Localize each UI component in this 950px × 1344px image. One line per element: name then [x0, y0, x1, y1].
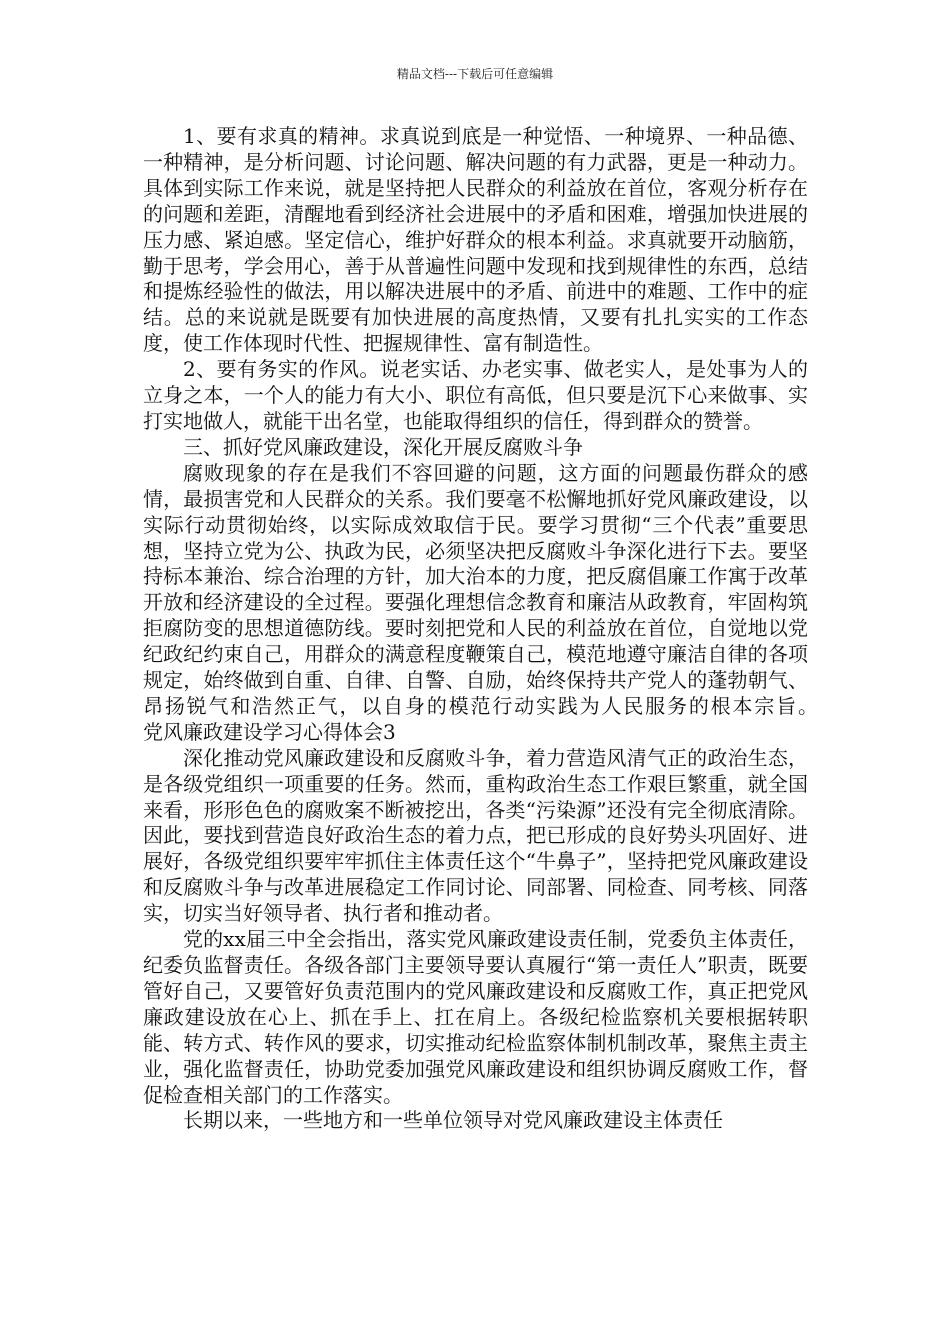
paragraph-long-term: 长期以来，一些地方和一些单位领导对党风廉政建设主体责任 — [183, 1108, 723, 1133]
paragraph-political-ecology: 深化推动党风廉政建设和反腐败斗争，着力营造风清气正的政治生态，是各级党组织一项重要的任务。然而，重构政治生态工作艰巨繁重，就全国来看，形形色色的腐败案不断被挖出，各类“污染源”还没有完全彻底清除。因此，要找到营造良好政治生态的着力点，把已形成的良好势头巩固好、进展好，各级党组织要牢牢抓住主体责任这个“牛鼻子”，坚持把党风廉政建设和反腐败斗争与改革进展稳定工作同讨论、同部署、同检查、同考核、同落实，切实当好领导者、执行者和推动者。 — [143, 745, 808, 926]
paragraph-corruption-phenomenon: 腐败现象的存在是我们不容回避的问题，这方面的问题最伤群众的感情，最损害党和人民群众的关系。我们要毫不松懈地抓好党风廉政建设，以实际行动贯彻始终，以实际成效取信于民。要学习贯彻“三个代表”重要思想，坚持立党为公、执政为民，必须坚决把反腐败斗争深化进行下去。要坚持标本兼治、综合治理的方针，加大治本的力度，把反腐倡廉工作寓于改革开放和经济建设的全过程。要强化理想信念教育和廉洁从政教育，牢固构筑拒腐防变的思想道德防线。要时刻把党和人民的利益放在首位，自觉地以党纪政纪约束自己，用群众的满意程度鞭策自己，模范地遵守廉洁自律的各项规定，始终做到自重、自律、自警、自励，始终保持共产党人的蓬勃朝气、昂扬锐气和浩然正气，以自身的模范行动实践为人民服务的根本宗旨。 党风廉政建设学习心得体会3 — [143, 460, 848, 744]
paragraph-seek-truth: 1、要有求真的精神。求真说到底是一种觉悟、一种境界、一种品德、一种精神，是分析问题、讨论问题、解决问题的有力武器，更是一种动力。具体到实际工作来说，就是坚持把人民群众的利益放在首位，客观分析存在的问题和差距，清醒地看到经济社会进展中的矛盾和困难，增强加快进展的压力感、紧迫感。坚定信心，维护好群众的根本利益。求真就要开动脑筋，勤于思考，学会用心，善于从普遍性问题中发现和找到规律性的东西，总结和提炼经验性的做法，用以解决进展中的矛盾、前进中的难题、工作中的症结。总的来说就是既要有加快进展的高度热情，又要有扎扎实实的工作态度，使工作体现时代性、把握规律性、富有制造性。 — [143, 124, 808, 356]
paragraph-third-plenum: 党的xx届三中全会指出，落实党风廉政建设责任制，党委负主体责任，纪委负监督责任。各级各部门主要领导要认真履行“第一责任人”职责，既要管好自己，又要管好负责范围内的党风廉政建设和反腐败工作，真正把党风廉政建设放在心上、抓在手上、扛在肩上。各级纪检监察机关要根据转职能、转方式、转作风的要求，切实推动纪检监察体制机制改革，聚焦主责主业，强化监督责任，协助党委加强党风廉政建设和组织协调反腐败工作，督促检查相关部门的工作落实。 — [143, 927, 808, 1107]
document-body — [143, 124, 848, 1134]
paragraph-practical-style: 2、要有务实的作风。说老实话、办老实事、做老实人，是处事为人的立身之本，一个人的能力有大小、职位有高低，但只要是沉下心来做事、实打实地做人，就能干出名堂，也能取得组织的信任，得到群众的赞誉。 — [143, 357, 808, 433]
section-heading-anti-corruption: 三、抓好党风廉政建设，深化开展反腐败斗争 — [183, 434, 583, 459]
page-header: 精品文档---下载后可任意编辑 — [396, 67, 554, 81]
